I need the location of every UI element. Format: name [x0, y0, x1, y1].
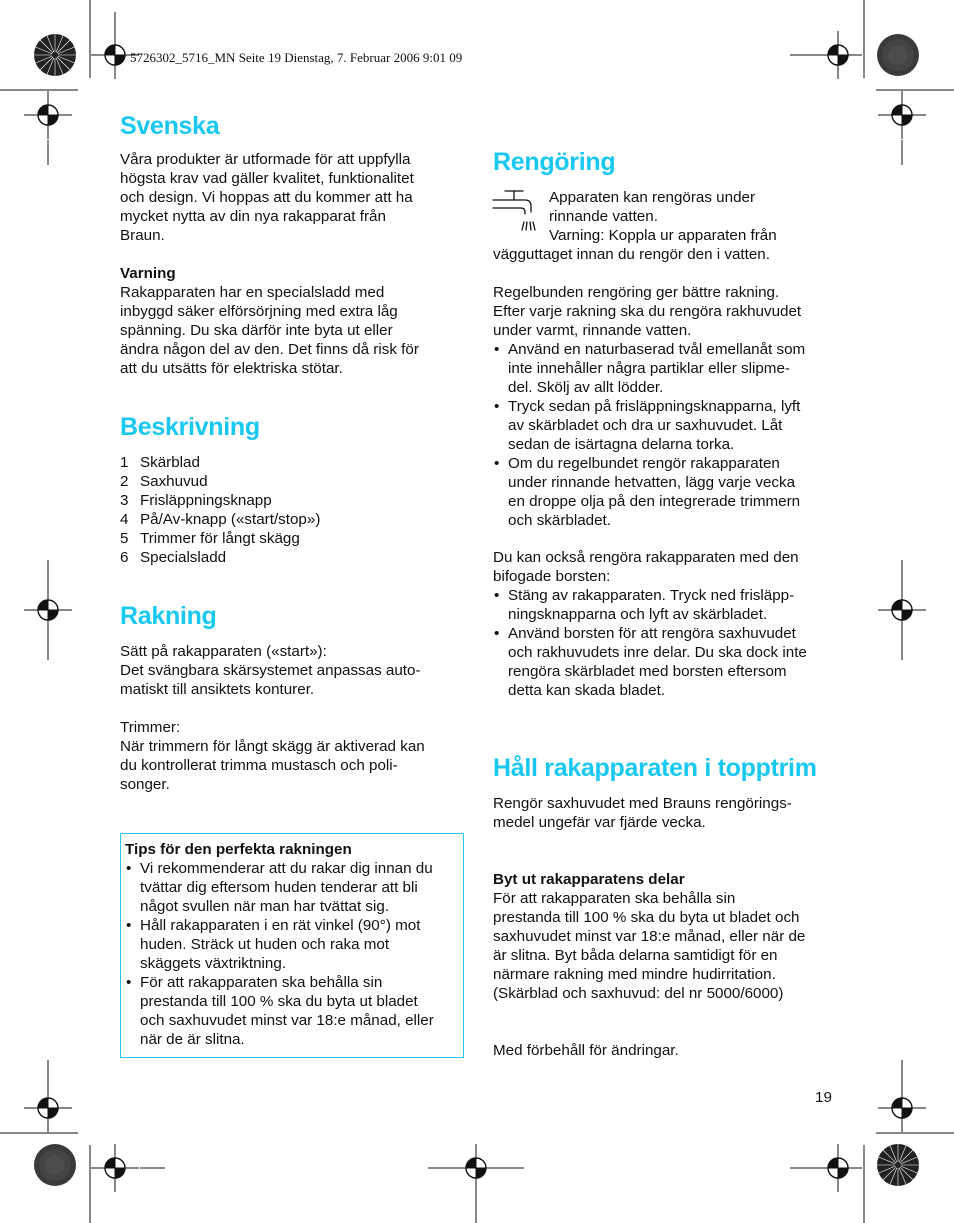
list-item: • Håll rakapparaten i en rät vinkel (90°) mot huden. Sträck ut huden och raka mot skäggets växtriktning.	[125, 916, 461, 973]
cleaning-intro-cont: vägguttaget innan du rengör den i vatten.	[493, 246, 770, 263]
list-item: • För att rakapparaten ska behålla sin prestanda till 100 % ska du byta ut bladet och saxhuvudet minst var 18:e månad, eller när de är slitna.	[125, 973, 461, 1049]
list-item: 3 Frisläppningsknapp	[120, 492, 272, 509]
disclaimer: Med förbehåll för ändringar.	[493, 1042, 679, 1059]
list-item: 4 På/Av-knapp («start/stop»)	[120, 511, 321, 528]
warning-title: Varning	[120, 265, 176, 282]
heading-topptrim: Håll rakapparaten i topptrim	[493, 754, 817, 782]
heading-rengoring: Rengöring	[493, 148, 616, 176]
rakning-paragraph: Sätt på rakapparaten («start»): Det svängbara skärsystemet anpassas auto- matiskt till ansiktets konturer.	[120, 643, 421, 698]
brush-paragraph: Du kan också rengöra rakapparaten med den bifogade borsten:	[493, 549, 799, 585]
list-item: 2 Saxhuvud	[120, 473, 208, 490]
print-slug-header: 5726302_5716_MN Seite 19 Dienstag, 7. Februar 2006 9:01 09	[130, 50, 463, 65]
cleaning-list	[493, 340, 838, 530]
tips-list	[125, 859, 461, 1049]
heading-beskrivning: Beskrivning	[120, 413, 260, 441]
list-item: • Om du regelbundet rengör rakapparaten under rinnande hetvatten, lägg varje vecka en droppe olja på den integrerade trimmern och skärbladet.	[493, 454, 838, 530]
list-item: • Använd en naturbaserad tvål emellanåt som inte innehåller några partiklar eller slipme- del. Skölj av allt lödder.	[493, 340, 838, 397]
list-item: • Vi rekommenderar att du rakar dig innan du tvättar dig eftersom huden tenderar att bli något svullen när man har tvättat sig.	[125, 859, 461, 916]
list-item: 1 Skärblad	[120, 454, 200, 471]
list-item: • Använd borsten för att rengöra saxhuvudet och rakhuvudets inre delar. Du ska dock inte rengöra skärbladet med borsten eftersom detta kan skada bladet.	[493, 624, 838, 700]
page-number: 19	[815, 1089, 832, 1106]
running-water-tap-icon	[491, 188, 541, 234]
cleaning-paragraph: Regelbunden rengöring ger bättre rakning. Efter varje rakning ska du rengöra rakhuvudet under varmt, rinnande vatten.	[493, 284, 802, 339]
list-item: 5 Trimmer för långt skägg	[120, 530, 300, 547]
list-item: • Stäng av rakapparaten. Tryck ned frisläpp- ningsknapparna och lyft av skärbladet.	[493, 586, 838, 624]
cleaning-intro: Apparaten kan rengöras under rinnande vatten. Varning: Koppla ur apparaten från	[549, 189, 777, 244]
replace-paragraph: För att rakapparaten ska behålla sin prestanda till 100 % ska du byta ut bladet och saxhuvudet minst var 18:e månad, eller när de är slitna. Byt båda delarna samtidigt för en närmare rakning med mindre hudirritation. (Skärblad och saxhuvud: del nr 5000/6000)	[493, 890, 806, 1002]
replace-title: Byt ut rakapparatens delar	[493, 871, 685, 888]
topptrim-paragraph: Rengör saxhuvudet med Brauns rengörings- medel ungefär var fjärde vecka.	[493, 795, 792, 831]
warning-paragraph: Rakapparaten har en specialsladd med inbyggd säker elförsörjning med extra låg spänning. Du ska därför inte byta ut eller ändra någon del av den. Det finns då risk för att du utsätts för elektriska stötar.	[120, 284, 419, 377]
tips-box	[120, 833, 464, 1058]
trimmer-paragraph: Trimmer: När trimmern för långt skägg är aktiverad kan du kontrollerat trimma mustasch och poli- songer.	[120, 719, 425, 793]
parts-list	[120, 453, 320, 567]
intro-paragraph: Våra produkter är utformade för att uppfylla högsta krav vad gäller kvalitet, funktionalitet och design. Vi hoppas att du kommer att ha mycket nytta av din nya rakapparat från Braun.	[120, 151, 414, 244]
tips-title: Tips för den perfekta rakningen	[125, 841, 352, 858]
brush-list	[493, 586, 838, 700]
list-item: 6 Specialsladd	[120, 549, 227, 566]
list-item: • Tryck sedan på frisläppningsknapparna, lyft av skärbladet och dra ur saxhuvudet. Låt sedan de isärtagna delarna torka.	[493, 397, 838, 454]
heading-svenska: Svenska	[120, 112, 220, 140]
heading-rakning: Rakning	[120, 602, 217, 630]
